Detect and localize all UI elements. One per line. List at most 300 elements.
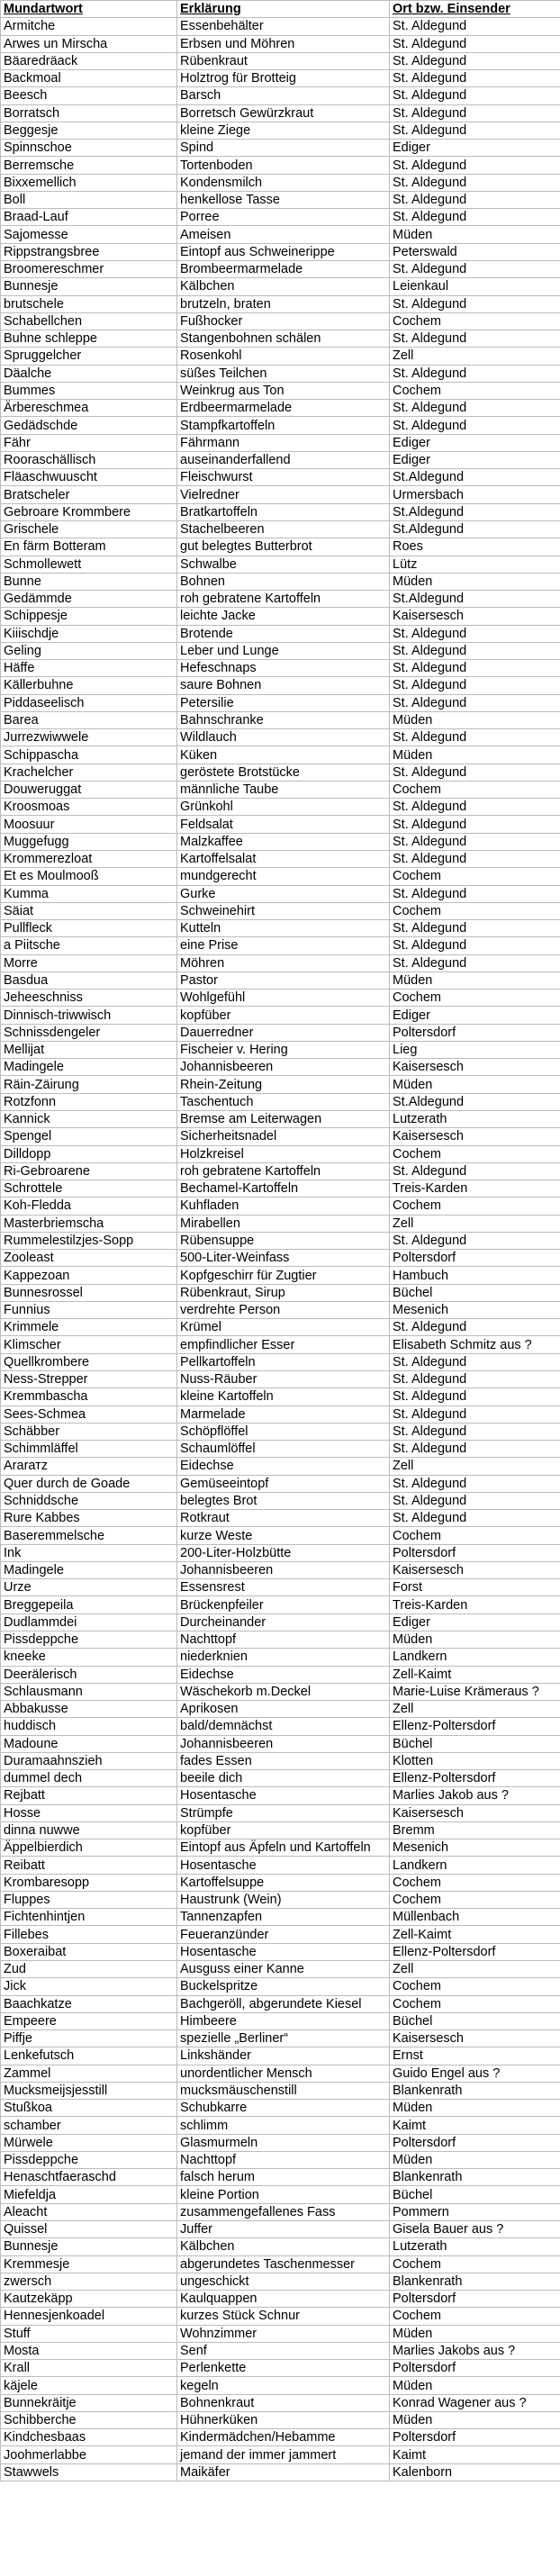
- cell-ort: Forst: [390, 1579, 560, 1596]
- cell-mundartwort: Broomereschmer: [1, 260, 177, 277]
- cell-mundartwort: dinna nuwwe: [1, 1821, 177, 1839]
- table-row: [1, 1111, 560, 1128]
- table-row: [1, 972, 560, 989]
- cell-mundartwort: Sajomesse: [1, 226, 177, 243]
- cell-ort: St. Aldegund: [390, 157, 560, 174]
- cell-erklaerung: Gurke: [177, 885, 390, 902]
- cell-ort: Blankenrath: [390, 2082, 560, 2099]
- table-row: [1, 1666, 560, 1683]
- cell-ort: Hambuch: [390, 1267, 560, 1284]
- cell-ort: Poltersdorf: [390, 1024, 560, 1041]
- cell-erklaerung: Stachelbeeren: [177, 520, 390, 538]
- table-row: [1, 1336, 560, 1353]
- cell-erklaerung: Pastor: [177, 972, 390, 989]
- cell-erklaerung: Holztrog für Brotteig: [177, 70, 390, 87]
- cell-ort: St. Aldegund: [390, 1406, 560, 1423]
- cell-ort: Kaisersesch: [390, 608, 560, 625]
- cell-mundartwort: huddisch: [1, 1718, 177, 1735]
- cell-mundartwort: Jurrezwiwwele: [1, 729, 177, 746]
- cell-erklaerung: abgerundetes Taschenmesser: [177, 2255, 390, 2273]
- cell-erklaerung: Glasmurmeln: [177, 2134, 390, 2151]
- cell-erklaerung: zusammengefallenes Fass: [177, 2203, 390, 2220]
- cell-ort: Bremm: [390, 1821, 560, 1839]
- cell-mundartwort: Bunnesrossel: [1, 1284, 177, 1301]
- cell-ort: Poltersdorf: [390, 2429, 560, 2446]
- cell-mundartwort: Ness-Strepper: [1, 1370, 177, 1387]
- cell-ort: Cochem: [390, 2255, 560, 2273]
- cell-erklaerung: Hosentasche: [177, 1857, 390, 1874]
- cell-ort: Urmersbach: [390, 486, 560, 503]
- cell-ort: Ediger: [390, 434, 560, 451]
- table-row: [1, 104, 560, 122]
- cell-mundartwort: Källerbuhne: [1, 677, 177, 694]
- table-row: [1, 573, 560, 590]
- cell-erklaerung: Eidechse: [177, 1458, 390, 1475]
- table-row: [1, 2238, 560, 2255]
- cell-erklaerung: Hühnerküken: [177, 2411, 390, 2428]
- table-row: [1, 1857, 560, 1874]
- table-row: [1, 312, 560, 330]
- cell-ort: St. Aldegund: [390, 1510, 560, 1527]
- cell-erklaerung: Gemüseeintopf: [177, 1475, 390, 1492]
- cell-ort: Ernst: [390, 2047, 560, 2065]
- cell-mundartwort: Bunnesje: [1, 2238, 177, 2255]
- cell-mundartwort: Berremsche: [1, 157, 177, 174]
- cell-erklaerung: Bratkartoffeln: [177, 503, 390, 520]
- cell-erklaerung: Eidechse: [177, 1666, 390, 1683]
- cell-ort: Kaimt: [390, 2446, 560, 2463]
- cell-mundartwort: Bratscheler: [1, 486, 177, 503]
- cell-erklaerung: Kindermädchen/Hebamme: [177, 2429, 390, 2446]
- cell-ort: Marie-Luise Krämeraus ?: [390, 1683, 560, 1700]
- cell-erklaerung: süßes Teilchen: [177, 365, 390, 382]
- cell-mundartwort: Et es Moulmooß: [1, 868, 177, 885]
- cell-erklaerung: Schweinehirt: [177, 902, 390, 919]
- cell-mundartwort: Moosuur: [1, 816, 177, 833]
- cell-ort: St. Aldegund: [390, 1441, 560, 1458]
- cell-ort: Büchel: [390, 1735, 560, 1752]
- table-row: [1, 1943, 560, 1960]
- table-row: [1, 833, 560, 850]
- cell-erklaerung: schlimm: [177, 2117, 390, 2134]
- cell-erklaerung: 200-Liter-Holzbütte: [177, 1544, 390, 1561]
- table-row: [1, 52, 560, 69]
- cell-erklaerung: gut belegtes Butterbrot: [177, 538, 390, 556]
- cell-mundartwort: Krombaresopp: [1, 1874, 177, 1891]
- cell-mundartwort: Rejbatt: [1, 1787, 177, 1804]
- table-row: [1, 278, 560, 295]
- header-ort: Ort bzw. Einsender: [390, 1, 560, 18]
- cell-ort: Müden: [390, 711, 560, 728]
- cell-mundartwort: Spinnschoe: [1, 140, 177, 157]
- cell-mundartwort: Gedämmde: [1, 591, 177, 608]
- table-row: [1, 1978, 560, 1995]
- cell-ort: St. Aldegund: [390, 1370, 560, 1387]
- cell-mundartwort: Mürwele: [1, 2134, 177, 2151]
- cell-mundartwort: Krommerezloat: [1, 851, 177, 868]
- cell-ort: Lieg: [390, 1041, 560, 1058]
- cell-ort: St. Aldegund: [390, 52, 560, 69]
- cell-ort: St. Aldegund: [390, 625, 560, 642]
- cell-erklaerung: Wäschekorb m.Deckel: [177, 1683, 390, 1700]
- cell-erklaerung: Johannisbeeren: [177, 1561, 390, 1578]
- cell-erklaerung: Krümel: [177, 1319, 390, 1336]
- table-row: [1, 1770, 560, 1787]
- cell-ort: St. Aldegund: [390, 365, 560, 382]
- cell-erklaerung: Feldsalat: [177, 816, 390, 833]
- table-row: [1, 1145, 560, 1162]
- table-row: [1, 2203, 560, 2220]
- cell-ort: St. Aldegund: [390, 833, 560, 850]
- table-row: [1, 2342, 560, 2359]
- cell-ort: St. Aldegund: [390, 1423, 560, 1440]
- cell-ort: Cochem: [390, 1874, 560, 1891]
- cell-ort: St. Aldegund: [390, 799, 560, 816]
- table-row: [1, 348, 560, 365]
- cell-ort: Gisela Bauer aus ?: [390, 2221, 560, 2238]
- cell-erklaerung: Porree: [177, 209, 390, 226]
- cell-ort: Ediger: [390, 451, 560, 468]
- cell-erklaerung: falsch herum: [177, 2169, 390, 2186]
- cell-erklaerung: Kartoffelsuppe: [177, 1874, 390, 1891]
- table-row: [1, 295, 560, 312]
- cell-ort: Ediger: [390, 140, 560, 157]
- cell-erklaerung: kopfüber: [177, 1821, 390, 1839]
- cell-ort: St. Aldegund: [390, 642, 560, 659]
- table-row: [1, 1752, 560, 1769]
- cell-mundartwort: Pullfleck: [1, 920, 177, 937]
- cell-ort: Zell: [390, 348, 560, 365]
- table-row: [1, 226, 560, 243]
- table-row: [1, 2291, 560, 2308]
- cell-ort: Müden: [390, 1631, 560, 1648]
- table-row: [1, 937, 560, 954]
- table-row: [1, 434, 560, 451]
- table-row: [1, 902, 560, 919]
- table-row: [1, 1510, 560, 1527]
- cell-mundartwort: Gedädschde: [1, 417, 177, 434]
- table-row: [1, 1735, 560, 1752]
- table-body: [1, 18, 560, 2481]
- cell-mundartwort: Duramaahnszieh: [1, 1752, 177, 1769]
- cell-ort: St.Aldegund: [390, 503, 560, 520]
- cell-ort: St. Aldegund: [390, 1353, 560, 1370]
- cell-mundartwort: Madoune: [1, 1735, 177, 1752]
- cell-ort: Müden: [390, 1076, 560, 1093]
- table-row: [1, 729, 560, 746]
- cell-ort: Kaisersesch: [390, 1128, 560, 1145]
- cell-mundartwort: dummel dech: [1, 1770, 177, 1787]
- header-erklaerung: Erklärung: [177, 1, 390, 18]
- cell-ort: Peterswald: [390, 243, 560, 260]
- cell-mundartwort: Schabellchen: [1, 312, 177, 330]
- cell-mundartwort: Breggepeila: [1, 1596, 177, 1613]
- table-row: [1, 1891, 560, 1908]
- cell-mundartwort: Ararатz: [1, 1458, 177, 1475]
- cell-erklaerung: ungeschickt: [177, 2273, 390, 2290]
- cell-mundartwort: Klimscher: [1, 1336, 177, 1353]
- cell-mundartwort: Arwes un Mirscha: [1, 35, 177, 52]
- cell-ort: Zell-Kaimt: [390, 1666, 560, 1683]
- cell-erklaerung: roh gebratene Kartoffeln: [177, 1162, 390, 1180]
- cell-mundartwort: Pissdeppche: [1, 2151, 177, 2168]
- cell-mundartwort: Boxeraibat: [1, 1943, 177, 1960]
- cell-ort: Müden: [390, 2377, 560, 2394]
- cell-ort: St. Aldegund: [390, 174, 560, 191]
- cell-ort: Kaisersesch: [390, 2030, 560, 2047]
- table-row: [1, 2446, 560, 2463]
- cell-mundartwort: Mosta: [1, 2342, 177, 2359]
- cell-ort: St. Aldegund: [390, 70, 560, 87]
- cell-erklaerung: roh gebratene Kartoffeln: [177, 591, 390, 608]
- cell-ort: St. Aldegund: [390, 330, 560, 348]
- table-row: [1, 1909, 560, 1926]
- cell-ort: Guido Engel aus ?: [390, 2065, 560, 2082]
- cell-erklaerung: mundgerecht: [177, 868, 390, 885]
- cell-mundartwort: Äppelbierdich: [1, 1839, 177, 1857]
- cell-mundartwort: Hosse: [1, 1804, 177, 1821]
- cell-erklaerung: Bohnen: [177, 573, 390, 590]
- cell-erklaerung: Strümpfe: [177, 1804, 390, 1821]
- cell-ort: St. Aldegund: [390, 191, 560, 208]
- cell-erklaerung: Bahnschranke: [177, 711, 390, 728]
- table-row: [1, 1406, 560, 1423]
- cell-erklaerung: Kälbchen: [177, 2238, 390, 2255]
- cell-mundartwort: Dinnisch-triwwisch: [1, 1007, 177, 1024]
- cell-mundartwort: Joohmerlabbe: [1, 2446, 177, 2463]
- cell-erklaerung: Fährmann: [177, 434, 390, 451]
- cell-erklaerung: Eintopf aus Schweinerippe: [177, 243, 390, 260]
- cell-mundartwort: Funnius: [1, 1301, 177, 1318]
- cell-erklaerung: Brotende: [177, 625, 390, 642]
- cell-ort: St. Aldegund: [390, 660, 560, 677]
- cell-erklaerung: Eintopf aus Äpfeln und Kartoffeln: [177, 1839, 390, 1857]
- cell-erklaerung: Bachgeröll, abgerundete Kiesel: [177, 1995, 390, 2012]
- cell-ort: St. Aldegund: [390, 1388, 560, 1406]
- table-row: [1, 1180, 560, 1198]
- cell-erklaerung: Schwalbe: [177, 556, 390, 573]
- cell-erklaerung: Maikäfer: [177, 2463, 390, 2481]
- cell-erklaerung: Schubkarre: [177, 2100, 390, 2117]
- cell-erklaerung: belegtes Brot: [177, 1492, 390, 1509]
- cell-mundartwort: Dilldopp: [1, 1145, 177, 1162]
- cell-erklaerung: Sicherheitsnadel: [177, 1128, 390, 1145]
- table-row: [1, 2394, 560, 2411]
- table-row: [1, 764, 560, 781]
- cell-erklaerung: Vielredner: [177, 486, 390, 503]
- cell-mundartwort: käjele: [1, 2377, 177, 2394]
- cell-ort: Marlies Jakobs aus ?: [390, 2342, 560, 2359]
- cell-ort: Cochem: [390, 1198, 560, 1215]
- table-row: [1, 1423, 560, 1440]
- cell-mundartwort: Bummes: [1, 382, 177, 399]
- cell-erklaerung: Küken: [177, 746, 390, 764]
- cell-mundartwort: kneeke: [1, 1649, 177, 1666]
- cell-erklaerung: Perlenkette: [177, 2360, 390, 2377]
- cell-erklaerung: kleine Kartoffeln: [177, 1388, 390, 1406]
- cell-mundartwort: Rure Kabbes: [1, 1510, 177, 1527]
- table-row: [1, 1683, 560, 1700]
- cell-ort: St. Aldegund: [390, 209, 560, 226]
- cell-mundartwort: Lenkefutsch: [1, 2047, 177, 2065]
- table-row: [1, 885, 560, 902]
- cell-ort: St. Aldegund: [390, 851, 560, 868]
- cell-ort: St. Aldegund: [390, 764, 560, 781]
- cell-erklaerung: Nuss-Räuber: [177, 1370, 390, 1387]
- cell-erklaerung: eine Prise: [177, 937, 390, 954]
- cell-erklaerung: henkellose Tasse: [177, 191, 390, 208]
- cell-erklaerung: Juffer: [177, 2221, 390, 2238]
- table-row: [1, 1284, 560, 1301]
- table-row: [1, 2411, 560, 2428]
- table-row: [1, 851, 560, 868]
- cell-mundartwort: Schmollewett: [1, 556, 177, 573]
- cell-ort: St. Aldegund: [390, 87, 560, 104]
- cell-mundartwort: Schimmläffel: [1, 1441, 177, 1458]
- cell-mundartwort: Säiat: [1, 902, 177, 919]
- cell-erklaerung: Leber und Lunge: [177, 642, 390, 659]
- cell-erklaerung: kurzes Stück Schnur: [177, 2308, 390, 2325]
- cell-ort: Poltersdorf: [390, 2134, 560, 2151]
- table-row: [1, 382, 560, 399]
- cell-mundartwort: Krall: [1, 2360, 177, 2377]
- cell-mundartwort: Grischele: [1, 520, 177, 538]
- table-row: [1, 1631, 560, 1648]
- table-row: [1, 70, 560, 87]
- cell-ort: St. Aldegund: [390, 1162, 560, 1180]
- cell-mundartwort: Krachelcher: [1, 764, 177, 781]
- table-row: [1, 1649, 560, 1666]
- table-row: [1, 35, 560, 52]
- cell-erklaerung: Kälbchen: [177, 278, 390, 295]
- cell-mundartwort: Basdua: [1, 972, 177, 989]
- table-row: [1, 1527, 560, 1544]
- cell-mundartwort: Mellijat: [1, 1041, 177, 1058]
- table-row: [1, 1024, 560, 1041]
- table-row: [1, 990, 560, 1007]
- table-row: [1, 2065, 560, 2082]
- cell-mundartwort: Bunnesje: [1, 278, 177, 295]
- cell-ort: Poltersdorf: [390, 1250, 560, 1267]
- cell-mundartwort: Krimmele: [1, 1319, 177, 1336]
- table-row: [1, 157, 560, 174]
- cell-erklaerung: Senf: [177, 2342, 390, 2359]
- table-row: [1, 1441, 560, 1458]
- table-row: [1, 868, 560, 885]
- table-row: [1, 608, 560, 625]
- cell-ort: Müden: [390, 2325, 560, 2342]
- cell-erklaerung: spezielle „Berliner“: [177, 2030, 390, 2047]
- cell-mundartwort: Zammel: [1, 2065, 177, 2082]
- cell-erklaerung: Linkshänder: [177, 2047, 390, 2065]
- cell-ort: Kaimt: [390, 2117, 560, 2134]
- table-row: [1, 799, 560, 816]
- cell-ort: Poltersdorf: [390, 1544, 560, 1561]
- table-row: [1, 2012, 560, 2029]
- cell-ort: Elisabeth Schmitz aus ?: [390, 1336, 560, 1353]
- cell-ort: St. Aldegund: [390, 1475, 560, 1492]
- cell-mundartwort: Rotzfonn: [1, 1093, 177, 1110]
- table-row: [1, 1215, 560, 1232]
- cell-ort: Zell: [390, 1458, 560, 1475]
- cell-erklaerung: Taschentuch: [177, 1093, 390, 1110]
- cell-erklaerung: Wohlgefühl: [177, 990, 390, 1007]
- cell-mundartwort: Häffe: [1, 660, 177, 677]
- cell-erklaerung: Himbeere: [177, 2012, 390, 2029]
- table-row: [1, 2360, 560, 2377]
- cell-mundartwort: Hennesjenkoadel: [1, 2308, 177, 2325]
- cell-ort: Müllenbach: [390, 1909, 560, 1926]
- cell-erklaerung: Erdbeermarmelade: [177, 400, 390, 417]
- cell-erklaerung: Kopfgeschirr für Zugtier: [177, 1267, 390, 1284]
- cell-mundartwort: Ink: [1, 1544, 177, 1561]
- cell-ort: St. Aldegund: [390, 417, 560, 434]
- cell-mundartwort: Kremmesje: [1, 2255, 177, 2273]
- cell-ort: Cochem: [390, 1145, 560, 1162]
- table-row: [1, 2047, 560, 2065]
- table-row: [1, 1232, 560, 1249]
- cell-erklaerung: fades Essen: [177, 1752, 390, 1769]
- cell-mundartwort: Räin-Zäirung: [1, 1076, 177, 1093]
- table-row: [1, 1458, 560, 1475]
- table-row: [1, 1596, 560, 1613]
- cell-erklaerung: beeile dich: [177, 1770, 390, 1787]
- cell-erklaerung: Schöpflöffel: [177, 1423, 390, 1440]
- cell-mundartwort: Beggesje: [1, 122, 177, 139]
- cell-ort: St. Aldegund: [390, 18, 560, 35]
- cell-mundartwort: Muggefugg: [1, 833, 177, 850]
- cell-ort: Müden: [390, 972, 560, 989]
- table-row: [1, 174, 560, 191]
- cell-mundartwort: Ärbereschmea: [1, 400, 177, 417]
- cell-ort: Cochem: [390, 868, 560, 885]
- cell-mundartwort: brutschele: [1, 295, 177, 312]
- table-row: [1, 1059, 560, 1076]
- cell-erklaerung: auseinanderfallend: [177, 451, 390, 468]
- cell-mundartwort: Schibberche: [1, 2411, 177, 2428]
- cell-ort: Leienkaul: [390, 278, 560, 295]
- cell-erklaerung: mucksmäuschenstill: [177, 2082, 390, 2099]
- cell-mundartwort: Kautzekäpp: [1, 2291, 177, 2308]
- cell-ort: Landkern: [390, 1857, 560, 1874]
- cell-mundartwort: Braad-Lauf: [1, 209, 177, 226]
- cell-erklaerung: jemand der immer jammert: [177, 2446, 390, 2463]
- cell-erklaerung: Johannisbeeren: [177, 1735, 390, 1752]
- cell-erklaerung: bald/demnächst: [177, 1718, 390, 1735]
- table-row: [1, 2117, 560, 2134]
- cell-mundartwort: Fillebes: [1, 1926, 177, 1943]
- cell-ort: St. Aldegund: [390, 1319, 560, 1336]
- table-row: [1, 1198, 560, 1215]
- table-row: [1, 417, 560, 434]
- table-row: [1, 2030, 560, 2047]
- table-row: [1, 1839, 560, 1857]
- cell-mundartwort: Spengel: [1, 1128, 177, 1145]
- cell-ort: Büchel: [390, 2012, 560, 2029]
- cell-ort: Zell: [390, 1215, 560, 1232]
- cell-erklaerung: Barsch: [177, 87, 390, 104]
- cell-ort: St. Aldegund: [390, 260, 560, 277]
- cell-ort: St. Aldegund: [390, 1492, 560, 1509]
- table-row: [1, 1561, 560, 1578]
- cell-mundartwort: Quer durch de Goade: [1, 1475, 177, 1492]
- cell-ort: Kalenborn: [390, 2463, 560, 2481]
- cell-erklaerung: Fleischwurst: [177, 469, 390, 486]
- cell-erklaerung: Borretsch Gewürzkraut: [177, 104, 390, 122]
- cell-mundartwort: Fläaschwuuscht: [1, 469, 177, 486]
- table-row: [1, 2325, 560, 2342]
- cell-erklaerung: Mirabellen: [177, 1215, 390, 1232]
